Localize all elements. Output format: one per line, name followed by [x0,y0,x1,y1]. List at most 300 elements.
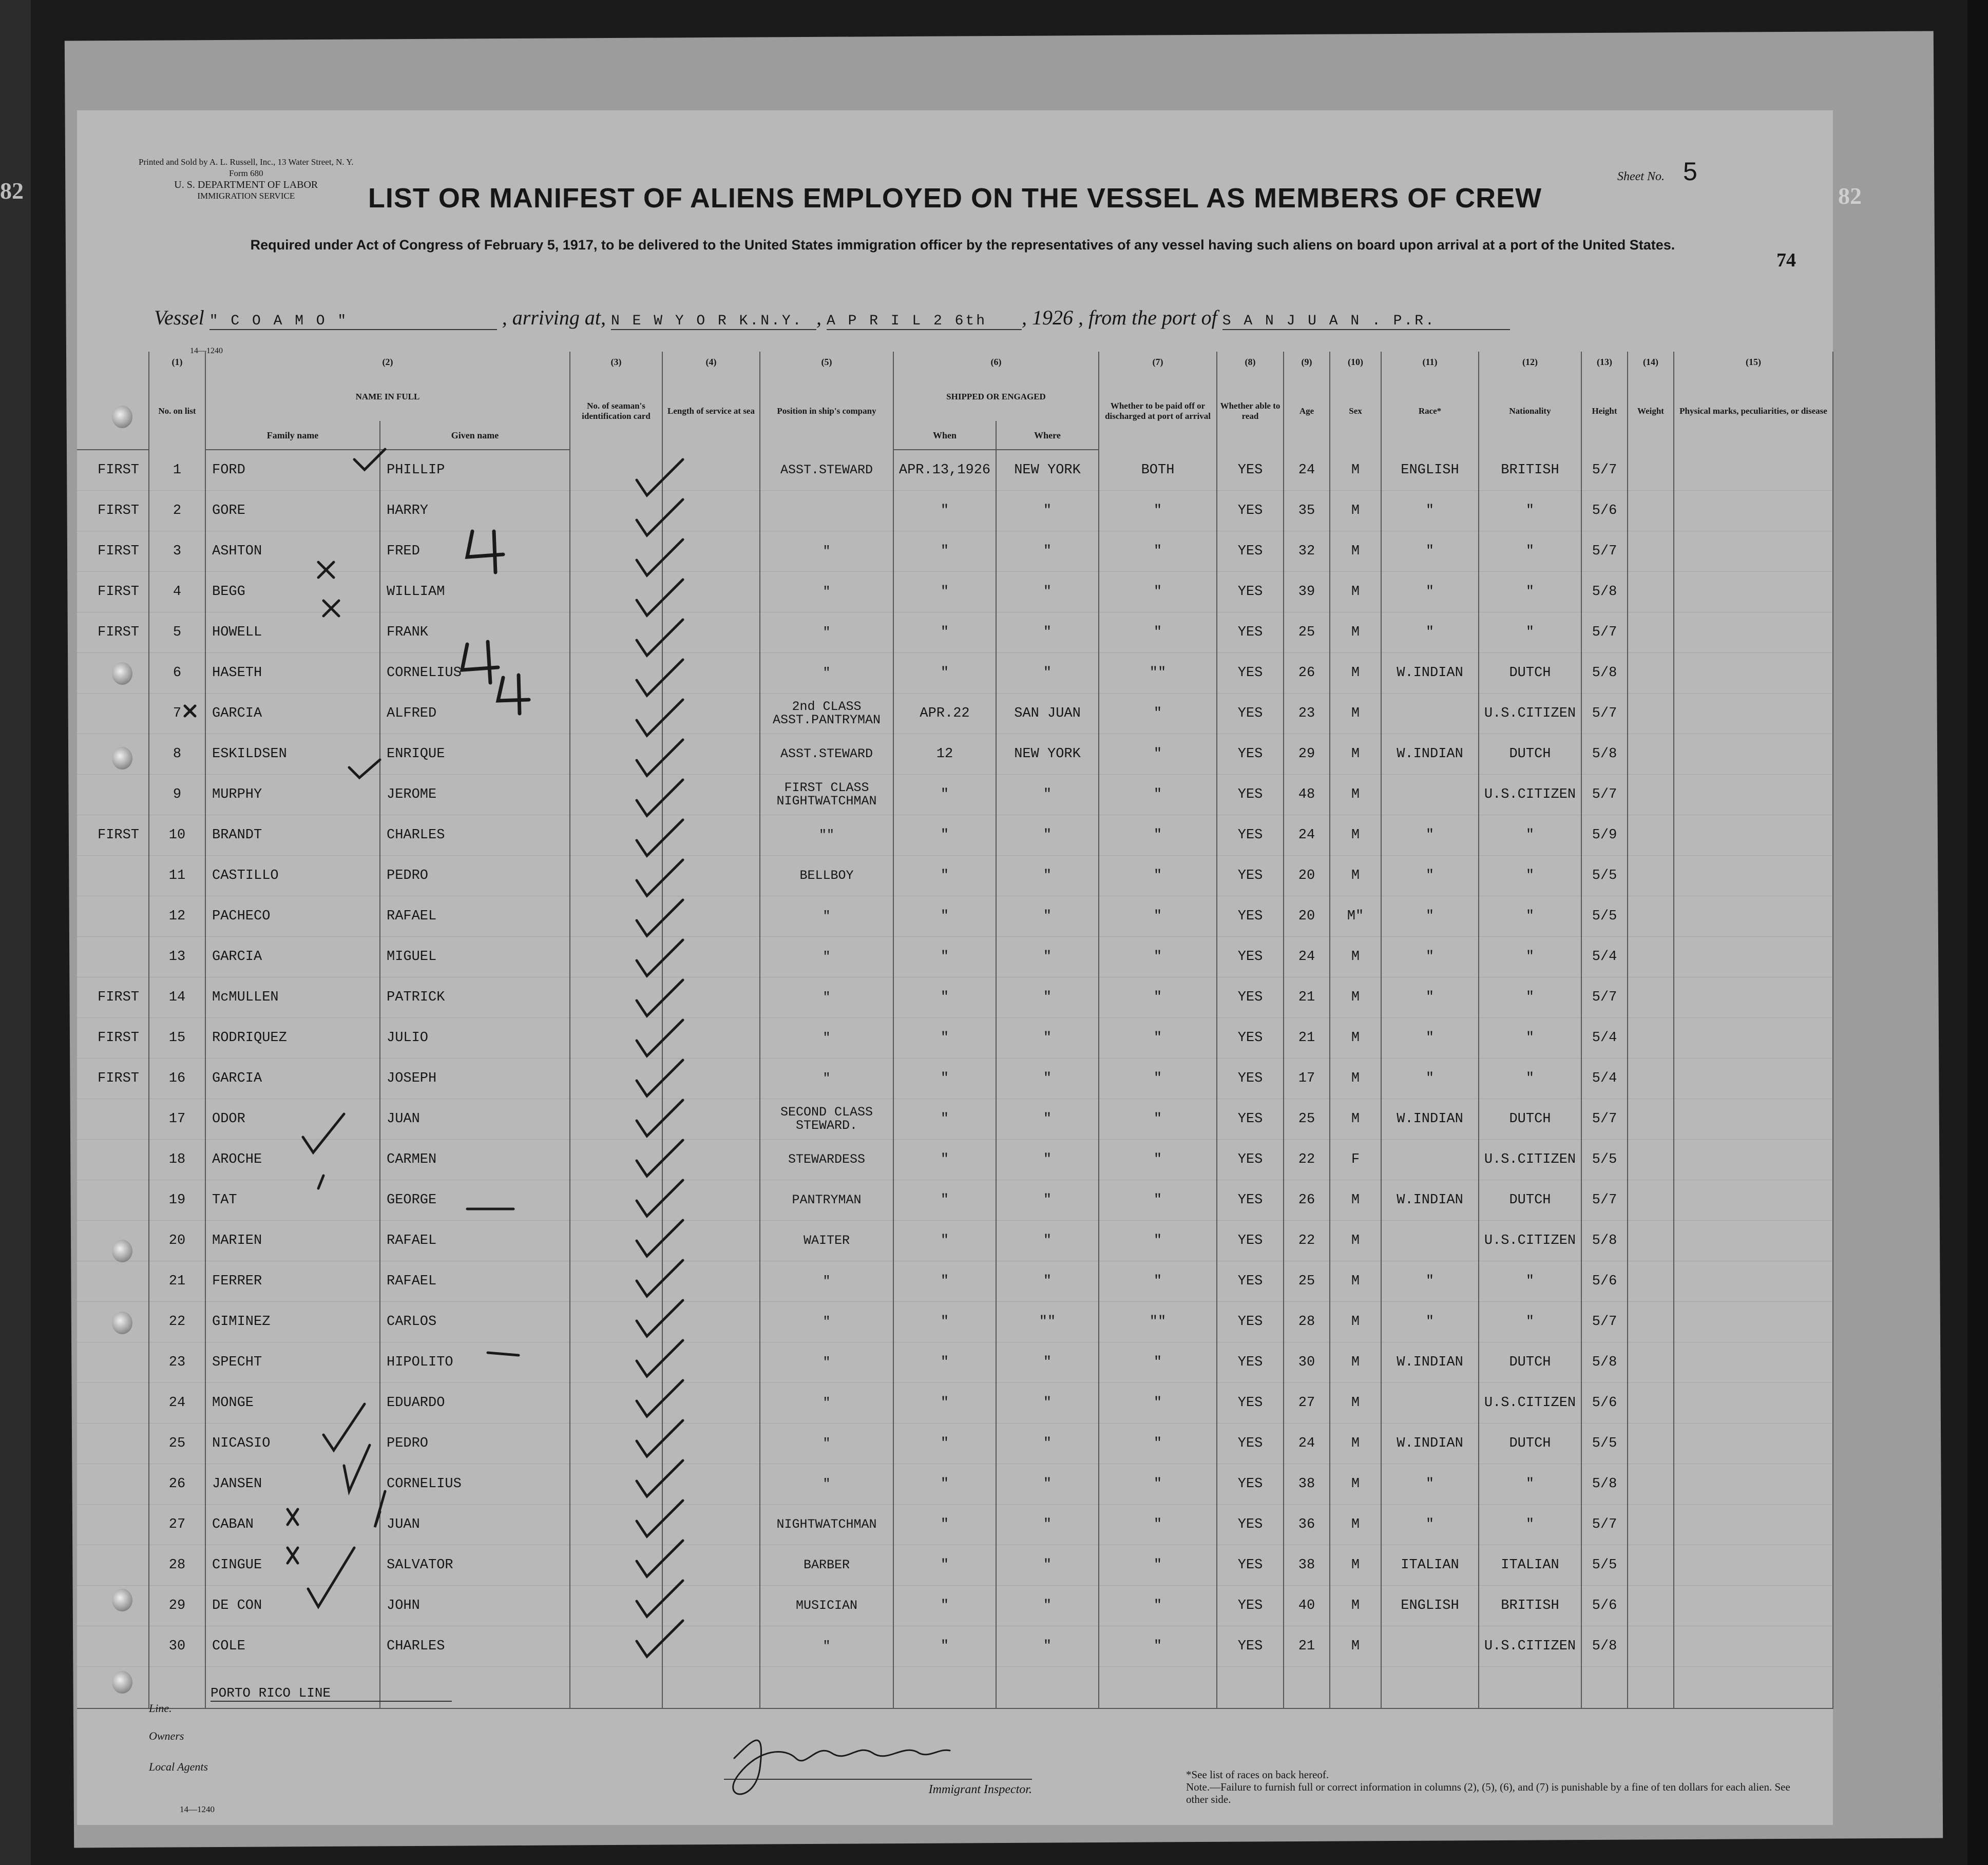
crew-where: " [996,896,1099,937]
check-mark [637,459,683,495]
crew-sex: M [1330,1180,1381,1221]
crew-height: 5/6 [1581,1261,1628,1302]
crew-family-name: ASHTON [205,531,380,572]
crew-age: 22 [1284,1221,1330,1261]
crew-where: " [996,531,1099,572]
header-nationality: Nationality [1479,372,1581,450]
header-length-service: Length of service at sea [662,372,760,450]
crew-family-name: HASETH [205,653,380,694]
check-marks [637,459,683,1657]
crew-age: 25 [1284,1261,1330,1302]
cross-mark [288,1548,298,1563]
crew-paid-off: " [1099,734,1217,775]
crew-no: 14 [149,977,205,1018]
crew-family-name: FORD [205,450,380,491]
crew-family-name: COLE [205,1626,380,1667]
crew-no: 20 [149,1221,205,1261]
crew-paid-off: " [1099,896,1217,937]
crew-able-read: YES [1217,1221,1284,1261]
crew-where: NEW YORK [996,734,1099,775]
crew-position: " [760,572,893,612]
check-mark [637,1260,683,1296]
crew-no: 18 [149,1140,205,1180]
crew-age: 26 [1284,653,1330,694]
check-mark [637,820,683,856]
departure-port: S A N J U A N . P.R. [1222,313,1510,330]
crew-nationality: U.S.CITIZEN [1479,694,1581,734]
crew-where: " [996,1545,1099,1586]
crew-paid-off: " [1099,572,1217,612]
crew-able-read: YES [1217,1383,1284,1424]
crew-age: 29 [1284,734,1330,775]
tick-mark [323,1404,365,1450]
crew-height: 5/8 [1581,1342,1628,1383]
crew-age: 27 [1284,1383,1330,1424]
crew-no: 22 [149,1302,205,1342]
tick-mark [354,449,385,470]
header-paid-off: Whether to be paid off or discharged at port of arrival [1099,372,1217,450]
crew-sex: F [1330,1140,1381,1180]
crew-sex: M [1330,1261,1381,1302]
crew-position: ASST.STEWARD [760,450,893,491]
crew-given-name: PHILLIP [380,450,570,491]
header-position: Position in ship's company [760,372,893,450]
check-mark [637,860,683,896]
printer-line: Printed and Sold by A. L. Russell, Inc., 13 Water Street, N. Y. [139,157,354,167]
crew-sex: M [1330,937,1381,977]
crew-nationality: " [1479,856,1581,896]
crew-able-read: YES [1217,612,1284,653]
crew-where: " [996,1505,1099,1545]
crew-where: " [996,1221,1099,1261]
crew-no: 9 [149,775,205,815]
crew-age: 25 [1284,1099,1330,1140]
adjacent-page-number: 82 [0,178,24,204]
col-num-9: (9) [1284,352,1330,372]
department: U. S. DEPARTMENT OF LABOR [174,179,318,190]
crew-age: 24 [1284,1424,1330,1464]
crew-race: " [1381,572,1479,612]
crew-paid-off: " [1099,491,1217,531]
crew-position: " [760,896,893,937]
crew-when: " [893,1424,996,1464]
crew-nationality: BRITISH [1479,450,1581,491]
crew-paid-off: " [1099,1342,1217,1383]
crew-height: 5/7 [1581,1180,1628,1221]
crew-race: " [1381,531,1479,572]
crew-paid-off: " [1099,1059,1217,1099]
agents-label: Local Agents [149,1760,208,1773]
crew-able-read: YES [1217,572,1284,612]
crew-paid-off: " [1099,612,1217,653]
crew-position: " [760,1383,893,1424]
crew-race: " [1381,937,1479,977]
crew-sex: M [1330,1545,1381,1586]
crew-position: " [760,937,893,977]
check-mark [637,580,683,616]
crew-position: " [760,1464,893,1505]
crew-paid-off: " [1099,856,1217,896]
crew-height: 5/8 [1581,572,1628,612]
crew-nationality: " [1479,1302,1581,1342]
crew-able-read: YES [1217,896,1284,937]
crew-nationality: U.S.CITIZEN [1479,1140,1581,1180]
col-num-13: (13) [1581,352,1628,372]
page-number: 82 [1838,183,1862,209]
crew-no: 8 [149,734,205,775]
crew-position: PANTRYMAN [760,1180,893,1221]
crew-age: 24 [1284,815,1330,856]
crew-where: " [996,856,1099,896]
crew-nationality: " [1479,572,1581,612]
crew-sex: M [1330,1626,1381,1667]
crew-family-name: DE CON [205,1586,380,1626]
adjacent-page-strip [0,0,31,1865]
crew-when: " [893,1018,996,1059]
crew-no: 21 [149,1261,205,1302]
crew-when: " [893,896,996,937]
crew-position: NIGHTWATCHMAN [760,1505,893,1545]
crew-no: 13 [149,937,205,977]
check-mark [637,1220,683,1256]
crew-able-read: YES [1217,734,1284,775]
crew-height: 5/6 [1581,491,1628,531]
col-num-8: (8) [1217,352,1284,372]
crew-height: 5/7 [1581,450,1628,491]
crew-able-read: YES [1217,1302,1284,1342]
crew-age: 24 [1284,937,1330,977]
crew-position: " [760,1342,893,1383]
crew-when: " [893,491,996,531]
crew-margin-note: FIRST [77,450,149,491]
crew-family-name: MONGE [205,1383,380,1424]
crew-race: " [1381,1302,1479,1342]
crew-age: 20 [1284,856,1330,896]
crew-height: 5/4 [1581,937,1628,977]
crew-where: " [996,1018,1099,1059]
crew-height: 5/5 [1581,896,1628,937]
sheet-number-label: Sheet No. [1617,170,1665,183]
crew-height: 5/8 [1581,1626,1628,1667]
crew-position: " [760,612,893,653]
crew-sex: M [1330,1099,1381,1140]
crew-where: " [996,937,1099,977]
check-mark [637,1501,683,1536]
crew-paid-off: "" [1099,653,1217,694]
crew-race: W.INDIAN [1381,1342,1479,1383]
crew-margin-note: FIRST [77,531,149,572]
crew-age: 21 [1284,1018,1330,1059]
check-mark [637,1300,683,1336]
form-reference: 14—1240 [190,347,223,355]
crew-race: ENGLISH [1381,450,1479,491]
crew-sex: M [1330,1505,1381,1545]
cross-mark [318,562,334,578]
crew-when: APR.13,1926 [893,450,996,491]
crew-race: " [1381,1018,1479,1059]
crew-no: 2 [149,491,205,531]
header-shipped: SHIPPED OR ENGAGED [893,372,1099,421]
crew-family-name: ESKILDSEN [205,734,380,775]
crew-able-read: YES [1217,1505,1284,1545]
crew-able-read: YES [1217,856,1284,896]
crew-family-name: GARCIA [205,937,380,977]
crew-given-name: HIPOLITO [380,1342,570,1383]
check-mark [637,1460,683,1496]
crew-given-name: RAFAEL [380,1221,570,1261]
crew-nationality: DUTCH [1479,1180,1581,1221]
required-notice: Required under Act of Congress of February 5, 1917, to be delivered to the United States immigration officer by the representatives of any vessel having such aliens on board upon arrival at a port of the United States. [250,237,1675,253]
crew-margin-note: FIRST [77,815,149,856]
crew-race: W.INDIAN [1381,1180,1479,1221]
crew-given-name: ENRIQUE [380,734,570,775]
crew-no: 10 [149,815,205,856]
crew-height: 5/5 [1581,1424,1628,1464]
crew-age: 38 [1284,1545,1330,1586]
header-age: Age [1284,372,1330,450]
handwritten-4 [462,642,498,683]
crew-race: W.INDIAN [1381,1424,1479,1464]
crew-age: 23 [1284,694,1330,734]
crew-where: " [996,775,1099,815]
crew-given-name: WILLIAM [380,572,570,612]
check-mark [637,700,683,736]
crew-where: " [996,1261,1099,1302]
col-num-15: (15) [1674,352,1833,372]
crew-family-name: HOWELL [205,612,380,653]
crew-no: 29 [149,1586,205,1626]
crew-when: " [893,1261,996,1302]
crew-height: 5/9 [1581,815,1628,856]
crew-sex: M [1330,1221,1381,1261]
crew-paid-off: " [1099,1626,1217,1667]
crew-when: " [893,612,996,653]
crew-age: 38 [1284,1464,1330,1505]
col-num-6: (6) [893,352,1099,372]
check-mark [637,499,683,535]
crew-sex: M" [1330,896,1381,937]
crew-able-read: YES [1217,937,1284,977]
crew-sex: M [1330,612,1381,653]
crew-no: 3 [149,531,205,572]
crew-able-read: YES [1217,775,1284,815]
crew-paid-off: " [1099,1180,1217,1221]
crew-age: 20 [1284,896,1330,937]
crew-given-name: SALVATOR [380,1545,570,1586]
crew-able-read: YES [1217,1180,1284,1221]
crew-paid-off: " [1099,977,1217,1018]
crew-race: ENGLISH [1381,1586,1479,1626]
crew-margin-note: FIRST [77,491,149,531]
crew-family-name: PACHECO [205,896,380,937]
crew-given-name: JEROME [380,775,570,815]
crew-given-name: FRANK [380,612,570,653]
crew-race: " [1381,977,1479,1018]
crew-age: 24 [1284,450,1330,491]
header-name-in-full: NAME IN FULL [205,372,570,421]
voyage-line: Vessel " C O A M O " , arriving at, N E W Y O R K.N.Y. , A P R I L 2 6th , 1926 , from the port of S A N J U A N . P.R. [154,305,1510,330]
crew-paid-off: " [1099,694,1217,734]
line-label: Line. [149,1702,172,1715]
crew-given-name: CORNELIUS [380,653,570,694]
header-height: Height [1581,372,1628,450]
crew-able-read: YES [1217,1261,1284,1302]
crew-nationality: " [1479,815,1581,856]
crew-position: " [760,1302,893,1342]
immigrant-inspector-signature-line: Immigrant Inspector. [724,1779,1032,1797]
crew-nationality: U.S.CITIZEN [1479,1221,1581,1261]
crew-able-read: YES [1217,1018,1284,1059]
crew-where: " [996,1059,1099,1099]
crew-nationality: " [1479,491,1581,531]
crew-where: NEW YORK [996,450,1099,491]
crew-no: 16 [149,1059,205,1099]
footer-form-number: 14—1240 [180,1804,215,1814]
crew-paid-off: " [1099,1505,1217,1545]
tick-mark [318,1176,323,1188]
crew-where: " [996,1140,1099,1180]
crew-family-name: CASTILLO [205,856,380,896]
check-mark [637,540,683,575]
crew-when: " [893,1302,996,1342]
crew-margin-note: FIRST [77,572,149,612]
crew-no: 27 [149,1505,205,1545]
crew-nationality: DUTCH [1479,653,1581,694]
col-num-12: (12) [1479,352,1581,372]
crew-where: " [996,1099,1099,1140]
crew-position: " [760,1424,893,1464]
crew-height: 5/7 [1581,531,1628,572]
crew-able-read: YES [1217,1099,1284,1140]
crew-where: " [996,815,1099,856]
crew-height: 5/5 [1581,856,1628,896]
crew-given-name: FRED [380,531,570,572]
manifest-sheet [77,110,1862,1825]
crew-given-name: ALFRED [380,694,570,734]
dash-mark [488,1353,519,1355]
crew-family-name: McMULLEN [205,977,380,1018]
crew-nationality: " [1479,896,1581,937]
check-mark [637,1180,683,1216]
crew-family-name: AROCHE [205,1140,380,1180]
crew-paid-off: " [1099,1586,1217,1626]
crew-no: 23 [149,1342,205,1383]
crew-given-name: CHARLES [380,1626,570,1667]
crew-family-name: TAT [205,1180,380,1221]
crew-sex: M [1330,815,1381,856]
crew-nationality: " [1479,1018,1581,1059]
crew-height: 5/7 [1581,694,1628,734]
year-suffix: 26 [1053,306,1073,329]
crew-paid-off: " [1099,1221,1217,1261]
crew-no: 19 [149,1180,205,1221]
crew-where: " [996,1424,1099,1464]
crew-height: 5/5 [1581,1140,1628,1180]
crew-nationality: U.S.CITIZEN [1479,775,1581,815]
crew-age: 36 [1284,1505,1330,1545]
crew-position: MUSICIAN [760,1586,893,1626]
crew-position: "" [760,815,893,856]
note-failure: Note.—Failure to furnish full or correct information in columns (2), (5), (6), and (7) is punishable by a fine of ten dollars for each alien. See other side. [1186,1781,1790,1805]
crew-when: APR.22 [893,694,996,734]
crew-race: " [1381,612,1479,653]
crew-age: 17 [1284,1059,1330,1099]
check-mark [637,1541,683,1576]
crew-height: 5/7 [1581,612,1628,653]
header-sex: Sex [1330,372,1381,450]
crew-when: " [893,1059,996,1099]
crew-paid-off: " [1099,1424,1217,1464]
crew-when: " [893,1099,996,1140]
crew-sex: M [1330,1464,1381,1505]
crew-where: " [996,612,1099,653]
header-family-name: Family name [205,421,380,450]
crew-position: " [760,1059,893,1099]
crew-sex: M [1330,450,1381,491]
crew-height: 5/4 [1581,1018,1628,1059]
crew-given-name: GEORGE [380,1180,570,1221]
crew-margin-note: FIRST [77,612,149,653]
crew-sex: M [1330,1342,1381,1383]
crew-no: 17 [149,1099,205,1140]
crew-no: 7 [149,694,205,734]
inspector-signature [733,1740,950,1794]
from-label: , from the port of [1078,306,1217,329]
crew-given-name: CARMEN [380,1140,570,1180]
check-mark [637,1140,683,1176]
cross-mark [288,1509,298,1525]
crew-age: 35 [1284,491,1330,531]
crew-age: 48 [1284,775,1330,815]
crew-margin-note: FIRST [77,1059,149,1099]
crew-height: 5/7 [1581,1099,1628,1140]
crew-race: W.INDIAN [1381,1099,1479,1140]
col-num-10: (10) [1330,352,1381,372]
arrival-port: N E W Y O R K.N.Y. [611,313,816,330]
crew-age: 21 [1284,977,1330,1018]
header-physical: Physical marks, peculiarities, or disease [1674,372,1833,450]
crew-nationality: U.S.CITIZEN [1479,1626,1581,1667]
crew-nationality: " [1479,1464,1581,1505]
col-num-1: (1) [149,352,205,372]
crew-when: " [893,1586,996,1626]
crew-paid-off: " [1099,1383,1217,1424]
form-number: Form 680 [228,168,263,178]
crew-age: 25 [1284,612,1330,653]
crew-sex: M [1330,775,1381,815]
crew-given-name: JOHN [380,1586,570,1626]
crew-given-name: JOSEPH [380,1059,570,1099]
check-mark [637,620,683,656]
crew-able-read: YES [1217,1464,1284,1505]
crew-nationality: DUTCH [1479,1424,1581,1464]
crew-sex: M [1330,694,1381,734]
crew-able-read: YES [1217,694,1284,734]
col-num-5: (5) [760,352,893,372]
crew-family-name: BEGG [205,572,380,612]
crew-family-name: SPECHT [205,1342,380,1383]
crew-age: 30 [1284,1342,1330,1383]
col-num-7: (7) [1099,352,1217,372]
check-mark [637,1020,683,1056]
check-mark [637,780,683,816]
crew-given-name: CHARLES [380,815,570,856]
crew-able-read: YES [1217,491,1284,531]
crew-nationality: " [1479,531,1581,572]
crew-able-read: YES [1217,1342,1284,1383]
check-mark [637,1340,683,1376]
crew-when: " [893,1626,996,1667]
